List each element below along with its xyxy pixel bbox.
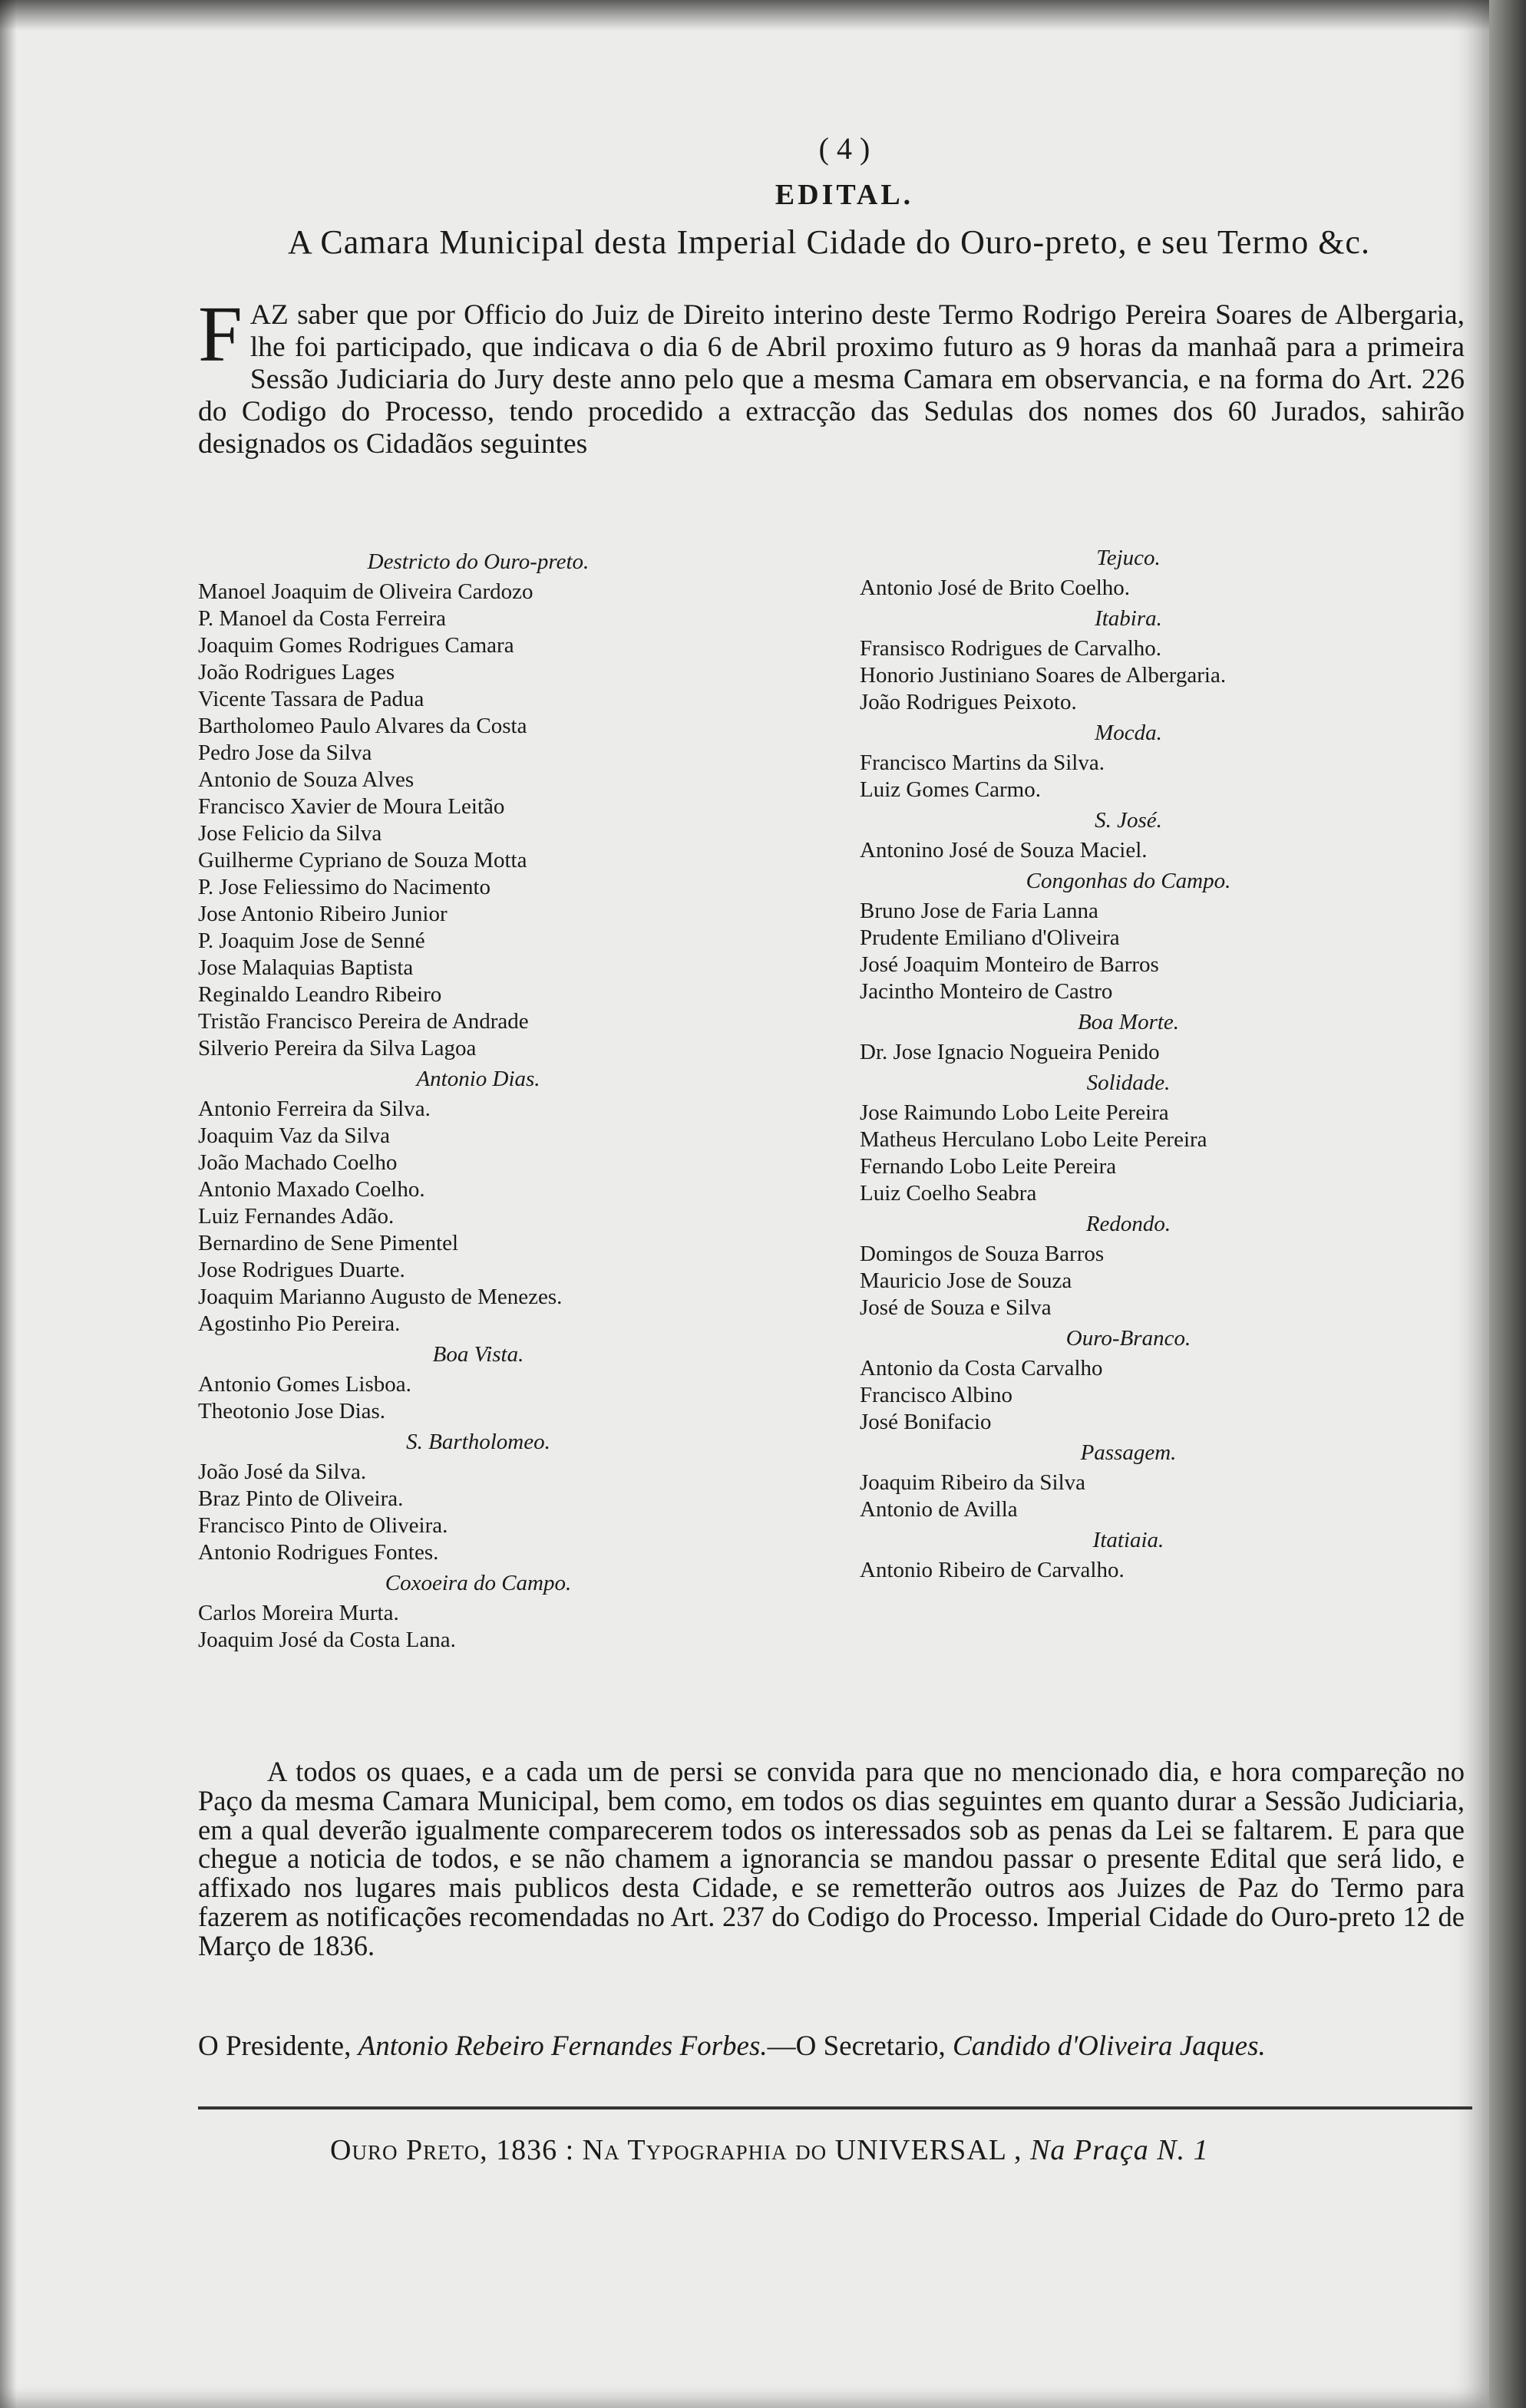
juror-name: Antonio da Costa Carvalho xyxy=(860,1356,1103,1380)
juror-name: Silverio Pereira da Silva Lagoa xyxy=(198,1036,477,1061)
intro-paragraph xyxy=(198,290,1465,460)
district-heading: S. José. xyxy=(1095,808,1162,833)
juror-name: João José da Silva. xyxy=(198,1460,367,1484)
juror-name: Francisco Albino xyxy=(860,1383,1012,1407)
juror-name: Reginaldo Leandro Ribeiro xyxy=(198,982,442,1007)
juror-name: Antonio José de Brito Coelho. xyxy=(860,576,1131,600)
signature-line xyxy=(198,2030,1488,2063)
juror-name: Manoel Joaquim de Oliveira Cardozo xyxy=(198,579,533,604)
district-heading: Itabira. xyxy=(1095,606,1162,631)
juror-name: João Machado Coelho xyxy=(198,1150,398,1175)
district-heading: Congonhas do Campo. xyxy=(1026,869,1231,893)
juror-name: Braz Pinto de Oliveira. xyxy=(198,1486,404,1511)
juror-name: Francisco Xavier de Moura Leitão xyxy=(198,794,505,819)
juror-name: Domingos de Souza Barros xyxy=(860,1242,1105,1266)
district-heading: Boa Morte. xyxy=(1077,1010,1180,1034)
juror-name: Jacintho Monteiro de Castro xyxy=(860,979,1113,1004)
juror-name: Francisco Pinto de Oliveira. xyxy=(198,1513,448,1538)
juror-name: Matheus Herculano Lobo Leite Pereira xyxy=(860,1127,1207,1152)
secretary-label: —O Secretario, xyxy=(767,2030,946,2062)
juror-name: P. Jose Feliessimo do Nacimento xyxy=(198,875,491,899)
district-heading: Passagem. xyxy=(1080,1440,1177,1465)
juror-name: Pedro Jose da Silva xyxy=(198,741,372,765)
juror-name: Honorio Justiniano Soares de Albergaria. xyxy=(860,663,1227,688)
juror-name: Jose Malaquias Baptista xyxy=(198,955,414,980)
juror-name: Carlos Moreira Murta. xyxy=(198,1601,399,1625)
district-heading: Mocda. xyxy=(1095,721,1162,745)
juror-name: Fransisco Rodrigues de Carvalho. xyxy=(860,636,1162,661)
juror-name: Bartholomeo Paulo Alvares da Costa xyxy=(198,714,527,738)
juror-name: Joaquim José da Costa Lana. xyxy=(198,1628,456,1652)
juror-name: Agostinho Pio Pereira. xyxy=(198,1311,401,1336)
district-heading: Solidade. xyxy=(1086,1070,1171,1095)
juror-name: Tristão Francisco Pereira de Andrade xyxy=(198,1009,529,1034)
juror-name: Jose Antonio Ribeiro Junior xyxy=(198,902,448,926)
juror-name: José Bonifacio xyxy=(860,1410,992,1434)
juror-name: João Rodrigues Peixoto. xyxy=(860,690,1077,714)
juror-name: Antonio Rodrigues Fontes. xyxy=(198,1540,439,1565)
district-heading: Destricto do Ouro-preto. xyxy=(367,549,590,574)
district-heading: Coxoeira do Campo. xyxy=(385,1571,572,1595)
juror-name: Dr. Jose Ignacio Nogueira Penido xyxy=(860,1040,1160,1064)
juror-name: José Joaquim Monteiro de Barros xyxy=(860,952,1159,977)
drop-cap: F xyxy=(198,290,243,378)
imprint-place-year: Ouro Preto, 1836 : xyxy=(330,2134,575,2166)
imprint-line xyxy=(330,2133,1209,2167)
juror-name: Prudente Emiliano d'Oliveira xyxy=(860,925,1120,950)
intro-text: AZ saber que por Officio do Juiz de Direito interino deste Termo Rodrigo Pereira Soares de Albergaria, lhe foi participado, que indicava o dia 6 de Abril proximo futuro as 9 horas da manhaã para a primeira Sessão Judiciaria do Jury deste anno pelo que a mesma Camara em observancia, e na forma do Art. 226 do Codigo do Processo, tendo procedido a extracção das Sedulas dos nomes dos 60 Jurados, sahirão designados os Cidadãos seguintes xyxy=(198,299,1465,460)
juror-name: Antonio de Souza Alves xyxy=(198,767,415,792)
left-juror-column xyxy=(198,549,643,1654)
juror-name: Antonio de Avilla xyxy=(860,1497,1018,1522)
page-edge xyxy=(1489,0,1526,2408)
juror-name: Antonio Ribeiro de Carvalho. xyxy=(860,1558,1125,1582)
juror-name: Bruno Jose de Faria Lanna xyxy=(860,899,1098,923)
issuer-line: A Camara Municipal desta Imperial Cidade do Ouro-preto, e seu Termo &c. xyxy=(288,223,1370,261)
juror-name: Luiz Coelho Seabra xyxy=(860,1181,1037,1206)
district-heading: Tejuco. xyxy=(1096,546,1161,570)
juror-name: P. Joaquim Jose de Senné xyxy=(198,929,425,953)
juror-name: Joaquim Ribeiro da Silva xyxy=(860,1470,1085,1495)
juror-name: Mauricio Jose de Souza xyxy=(860,1268,1072,1293)
document-title: EDITAL. xyxy=(775,179,914,211)
secretary-name: Candido d'Oliveira Jaques. xyxy=(953,2030,1266,2062)
juror-name: João Rodrigues Lages xyxy=(198,660,395,684)
juror-name: Joaquim Marianno Augusto de Menezes. xyxy=(198,1285,563,1309)
president-name: Antonio Rebeiro Fernandes Forbes. xyxy=(358,2030,768,2062)
closing-paragraph: A todos os quaes, e a cada um de persi se convida para que no mencionado dia, e hora compareção no Paço da mesma Camara Municipal, bem como, em todos os dias seguintes em quanto durar a Sessão Judiciaria, em a qual deverão igualmente comparecerem todos os interessados sob as penas da Lei se faltarem. E para que chegue a noticia de todos, e se não chamem a ignorancia se mandou passar o presente Edital que será lido, e affixado nos lugares mais publicos desta Cidade, e se remetterão outros aos Juizes de Paz do Termo para fazerem as notificações recomendadas no Art. 237 do Codigo do Processo. Imperial Cidade do Ouro-preto 12 de Março de 1836. xyxy=(198,1756,1465,1961)
juror-name: Antonio Gomes Lisboa. xyxy=(198,1372,411,1397)
juror-name: P. Manoel da Costa Ferreira xyxy=(198,606,446,631)
right-juror-column xyxy=(860,541,1336,1584)
juror-name: Bernardino de Sene Pimentel xyxy=(198,1231,459,1255)
juror-name: Joaquim Gomes Rodrigues Camara xyxy=(198,633,514,658)
juror-name: Vicente Tassara de Padua xyxy=(198,687,424,711)
district-heading: Boa Vista. xyxy=(432,1342,524,1367)
juror-name: Antonio Ferreira da Silva. xyxy=(198,1097,431,1121)
district-heading: Ouro-Branco. xyxy=(1065,1326,1191,1351)
juror-name: José de Souza e Silva xyxy=(860,1295,1052,1320)
district-heading: Antonio Dias. xyxy=(416,1067,540,1091)
juror-name: Francisco Martins da Silva. xyxy=(860,750,1105,775)
juror-name: Jose Rodrigues Duarte. xyxy=(198,1258,405,1282)
juror-name: Joaquim Vaz da Silva xyxy=(198,1123,390,1148)
juror-name: Jose Raimundo Lobo Leite Pereira xyxy=(860,1100,1169,1125)
district-heading: Redondo. xyxy=(1085,1212,1171,1236)
page-number: ( 4 ) xyxy=(818,131,870,166)
district-heading: Itatiaia. xyxy=(1092,1528,1164,1552)
imprint-printer: Na Typographia do UNIVERSAL , xyxy=(582,2134,1022,2166)
divider-rule xyxy=(198,2106,1472,2109)
juror-name: Luiz Fernandes Adão. xyxy=(198,1204,395,1229)
juror-name: Theotonio Jose Dias. xyxy=(198,1399,386,1423)
president-label: O Presidente, xyxy=(198,2030,352,2062)
juror-name: Guilherme Cypriano de Souza Motta xyxy=(198,848,527,872)
juror-name: Fernando Lobo Leite Pereira xyxy=(860,1154,1117,1179)
juror-name: Luiz Gomes Carmo. xyxy=(860,777,1041,802)
juror-name: Antonino José de Souza Maciel. xyxy=(860,838,1148,863)
imprint-address: Na Praça N. 1 xyxy=(1030,2134,1209,2166)
juror-name: Antonio Maxado Coelho. xyxy=(198,1177,425,1202)
district-heading: S. Bartholomeo. xyxy=(406,1430,550,1454)
juror-name: Jose Felicio da Silva xyxy=(198,821,382,846)
